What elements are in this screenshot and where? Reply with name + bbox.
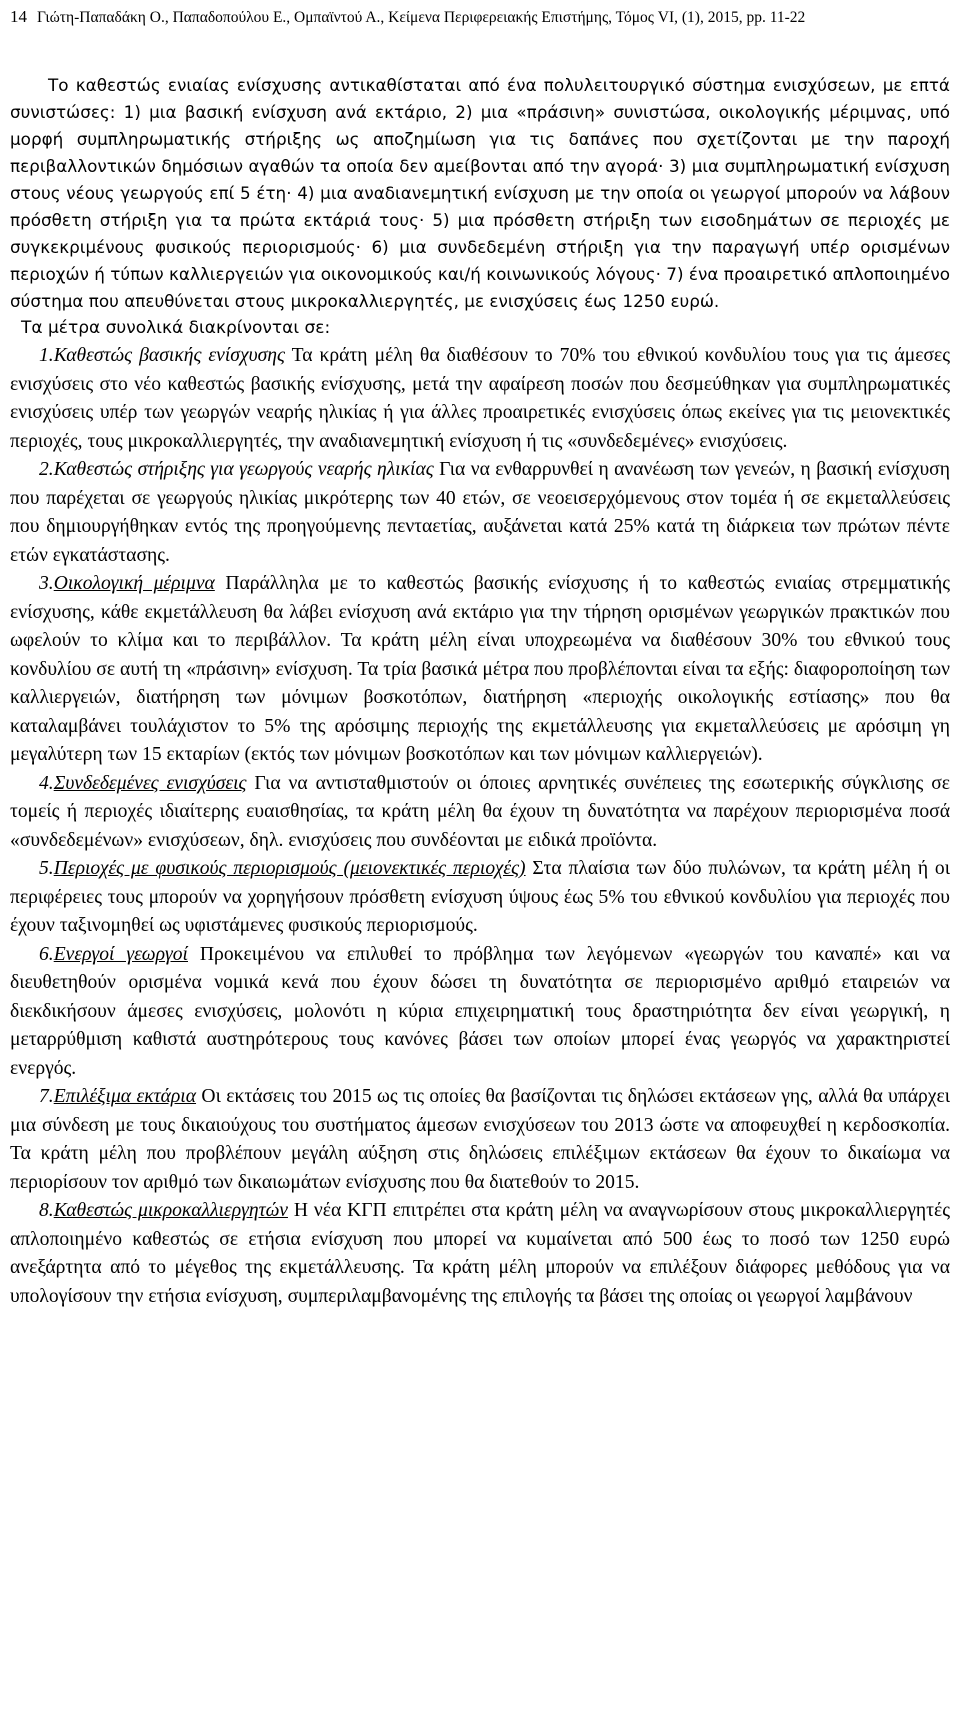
measure-title: Επιλέξιμα εκτάρια [53, 1086, 197, 1107]
measures-list [10, 342, 950, 1311]
measure-text: Προκειμένου να επιλυθεί το πρόβλημα των λεγόμενων «γεωργών του καναπέ» και να διευθετηθούν ορισμένα νομικά κενά που έχουν δώσει τη δυνατότητα σε περιορισμένο αριθμό εταιρειών να διεκδικήσουν άμεσες ενισχύσεις, μολονότι η κύρια επιχειρηματική τους δραστηριότητα δεν είναι γεωργική, η μεταρρύθμιση καθιστά αυστηρότερους τους κανόνες βάσει των οποίων μπορεί ένας γεωργός να χαρακτηριστεί ενεργός. [10, 943, 950, 1079]
measure-text: Τα κράτη μέλη θα διαθέσουν το 70% του εθνικού κονδυλίου τους για τις άμεσες ενισχύσεις στο νέο καθεστώς βασικής ενίσχυσης, μετά την αφαίρεση ποσών που δεσμεύθηκαν για συμπληρωματικές ενισχύσεις υπέρ των γεωργών νεαρής ηλικίας ή για άλλες προαιρετικές ενισχύσεις όπως εκείνες για τις μειονεκτικές περιοχές, τους μικροκαλλιεργητές, την αναδιανεμητική ενίσχυση ή τις «συνδεδεμένες» ενισχύσεις. [10, 345, 950, 452]
measure-text: Για να ενθαρρυνθεί η ανανέωση των γενεών, η βασική ενίσχυση που παρέχεται σε γεωργούς ηλικίας μικρότερης των 40 ετών, σε νεοεισερχόμενους στον τομέα ή σε εκμεταλλεύσεις που δημιουργήθηκαν εντός της προηγούμενης πενταετίας, αυξάνεται κατά 25% κατά τη διάρκεια των πρώτων πέντε ετών εγκατάστασης. [10, 459, 950, 566]
measure-paragraph [10, 855, 950, 941]
measure-paragraph [10, 1197, 950, 1311]
measure-number: 4. [39, 772, 54, 794]
intro-text: Το καθεστώς ενιαίας ενίσχυσης αντικαθίσταται από ένα πολυλειτουργικό σύστημα ενισχύσεων, με επτά συνιστώσες: 1) μια βασική ενίσχυση ανά εκτάριο, 2) μια «πράσινη» συνιστώσα, οικολογικής μέριμνας, υπό μορφή συμπληρωματικής στήριξης ως αποζημίωση για τις δαπάνες που σχετίζονται με την παροχή περιβαλλοντικών δημόσιων αγαθών τα οποία δεν αμείβονται από την αγορά· 3) μια συμπληρωματική ενίσχυση στους νέους γεωργούς επί 5 έτη· 4) μια αναδιανεμητική ενίσχυση με την οποία οι γεωργοί μπορούν να λάβουν πρόσθετη στήριξη για τα πρώτα εκτάριά τους· 5) μια πρόσθετη στήριξη των εισοδημάτων σε περιοχές με συγκεκριμένους φυσικούς περιορισμούς· 6) μια συνδεδεμένη στήριξη για την παραγωγή υπέρ ορισμένων περιοχών ή τύπων καλλιεργειών για οικονομικούς και/ή κοινωνικούς λόγους· 7) ένα προαιρετικό απλοποιημένο σύστημα που απευθύνεται στους μικροκαλλιεργητές, με ενισχύσεις έως 1250 ευρώ. [10, 75, 950, 311]
measure-number: 5. [39, 858, 54, 879]
measure-number: 7. [39, 1086, 54, 1107]
measure-title: Συνδεδεμένες ενισχύσεις [53, 772, 247, 794]
citation: Γιώτη-Παπαδάκη Ο., Παπαδοπούλου Ε., Ομπαϊντού Α., Κείμενα Περιφερειακής Επιστήμης, Τόμος VI, (1), 2015, pp. 11-22 [37, 9, 806, 26]
measure-number: 8. [39, 1200, 54, 1221]
measure-paragraph [10, 342, 950, 456]
measure-text: Η νέα ΚΓΠ επιτρέπει στα κράτη μέλη να αναγνωρίσουν στους μικροκαλλιεργητές απλοποιημένο καθεστώς σε ετήσια ενίσχυση που μπορεί να κυμαίνεται από 500 έως το ποσό των 1250 ευρώ ανεξάρτητα από το μέγεθος της εκμετάλλευσης. Τα κράτη μέλη μπορούν να επιλέξουν διάφορες μεθόδους για να υπολογίσουν την ετήσια ενίσχυση, συμπεριλαμβανομένης της επιλογής τα βάσει της οποίας οι γεωργοί λαμβάνουν [10, 1200, 950, 1307]
measure-title: Καθεστώς βασικής ενίσχυσης [53, 345, 285, 366]
measure-text: Οι εκτάσεις του 2015 ως τις οποίες θα βασίζονται τις δηλώσει εκτάσεων γης, αλλά θα υπάρχει μια σύνδεση με τους δικαιούχους του συστήματος άμεσων ενισχύσεων του 2013 ώστε να αποφευχθεί η κερδοσκοπία. Τα κράτη μέλη που προβλέπουν μεγάλη αύξηση στις δηλώσεις επιλέξιμων εκτάσεων θα έχουν το δικαίωμα να περιορίσουν τον αριθμό των δικαιωμάτων ενίσχυσης που θα διατεθούν το 2015. [10, 1086, 950, 1193]
measure-number: 2. [39, 459, 54, 480]
measure-text: Παράλληλα με το καθεστώς βασικής ενίσχυσης ή το καθεστώς ενιαίας στρεμματικής ενίσχυσης, κάθε εκμετάλλευση θα λάβει ενίσχυση ανά εκτάριο για την τήρηση ορισμένων γεωργικών πρακτικών που ωφελούν το κλίμα και το περιβάλλον. Τα κράτη μέλη είναι υποχρεωμένα να διαθέσουν 30% του εθνικού τους κονδυλίου σε αυτή τη «πράσινη» ενίσχυση. Τα τρία βασικά μέτρα που προβλέπονται είναι τα εξής: διαφοροποίηση των καλλιεργειών, διατήρηση των μόνιμων βοσκοτόπων, διατήρηση «περιοχής οικολογικής εστίασης» που θα καταλαμβάνει τουλάχιστον το 5% της αρόσιμης περιοχής της εκμετάλλευσης για εκμεταλλεύσεις με αρόσιμη γη μεγαλύτερη των 15 εκταρίων (εκτός των μόνιμων βοσκοτόπων και των μόνιμων καλλιεργειών). [10, 573, 950, 765]
measure-number: 6. [39, 943, 54, 965]
measure-title: Οικολογική μέριμνα [53, 573, 215, 594]
measure-text: Για να αντισταθμιστούν οι όποιες αρνητικές συνέπειες της εσωτερικής σύγκλισης σε τομείς ή περιοχές ιδιαίτερης ευαισθησίας, τα κράτη μέλη θα έχουν τη δυνατότητα να παρέχουν περιορισμένα ποσά «συνδεδεμένων» ενισχύσεων, δηλ. ενισχύσεις που συνδέονται με ειδικά προϊόντα. [10, 772, 951, 851]
measure-title: Ενεργοί γεωργοί [53, 943, 188, 965]
measure-paragraph [10, 770, 950, 856]
measure-text: Στα πλαίσια των δύο πυλώνων, τα κράτη μέλη ή οι περιφέρειες τους μπορούν να χορηγήσουν πρόσθετη ενίσχυση ύψους έως 5% του εθνικού κονδυλίου για περιοχές που έχουν ταξινομηθεί ως υφιστάμενες φυσικούς περιορισμούς. [10, 858, 950, 936]
measure-paragraph [10, 456, 950, 570]
measure-paragraph [10, 941, 950, 1084]
measure-paragraph [10, 570, 950, 770]
measure-paragraph [10, 1083, 950, 1197]
page-number: 14 [10, 7, 27, 26]
measures-heading: Τα μέτρα συνολικά διακρίνονται σε: [21, 318, 331, 338]
measure-number: 3. [39, 573, 54, 594]
running-head [10, 6, 950, 29]
measure-title: Καθεστώς στήριξης για γεωργούς νεαρής ηλικίας [53, 459, 434, 480]
measure-number: 1. [39, 345, 54, 366]
intro-paragraph [10, 72, 950, 315]
measure-title: Καθεστώς μικροκαλλιεργητών [53, 1200, 288, 1221]
measure-title: Περιοχές με φυσικούς περιορισμούς (μειονεκτικές περιοχές) [53, 858, 526, 879]
